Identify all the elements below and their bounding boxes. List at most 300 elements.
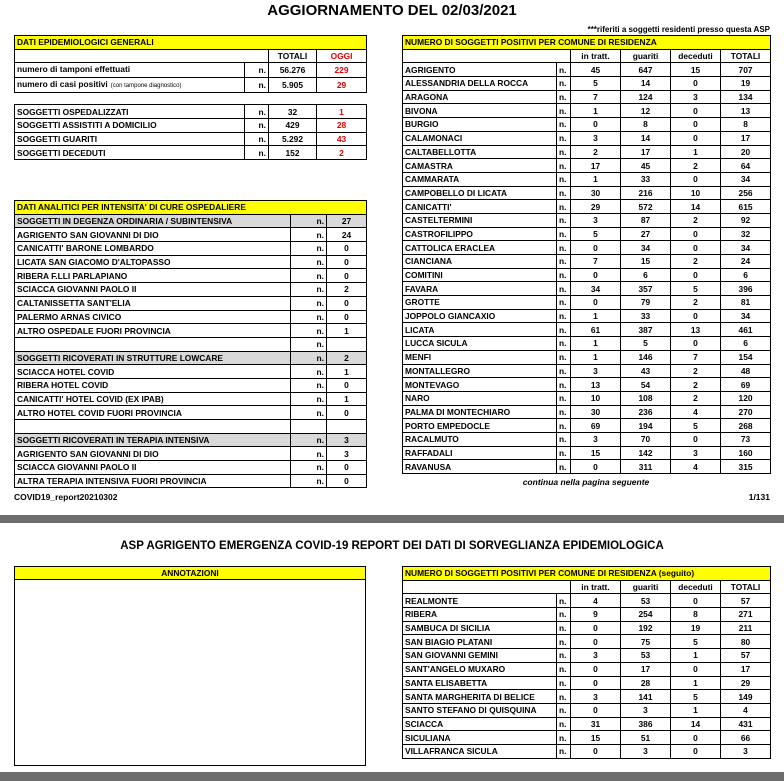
- comune-value: 236: [621, 405, 671, 419]
- facility-value: 27: [327, 214, 367, 228]
- comune-value: 124: [621, 90, 671, 104]
- comune-value: 0: [571, 296, 621, 310]
- comune-value: 8: [721, 118, 771, 132]
- comune-value: 3: [571, 213, 621, 227]
- comune-row: [403, 460, 771, 474]
- comune-name: CALAMONACI: [403, 131, 557, 145]
- comune-value: 134: [721, 90, 771, 104]
- comune-value: 0: [571, 268, 621, 282]
- comune-value: 12: [621, 104, 671, 118]
- comune-value: 0: [571, 662, 621, 676]
- comune-value: 647: [621, 63, 671, 77]
- comune-value: 24: [721, 255, 771, 269]
- comune-value: 160: [721, 446, 771, 460]
- comune-value: 17: [621, 145, 671, 159]
- facility-label: AGRIGENTO SAN GIOVANNI DI DIO: [15, 228, 291, 242]
- comune-value: 17: [571, 159, 621, 173]
- facility-label: SOGGETTI IN DEGENZA ORDINARIA / SUBINTENSIVA: [15, 214, 291, 228]
- comune-value: 2: [571, 145, 621, 159]
- comuni-col-row: [403, 580, 771, 594]
- general-row: [15, 132, 367, 146]
- comune-name: SCIACCA: [403, 717, 557, 731]
- comune-row: [403, 690, 771, 704]
- facility-label: ALTRA TERAPIA INTENSIVA FUORI PROVINCIA: [15, 474, 291, 488]
- report-title: AGGIORNAMENTO DEL 02/03/2021: [267, 2, 517, 19]
- n-marker: n.: [557, 104, 571, 118]
- n-marker: n.: [557, 662, 571, 676]
- facility-label: PALERMO ARNAS CIVICO: [15, 310, 291, 324]
- comune-value: 69: [571, 419, 621, 433]
- n-marker: n.: [291, 324, 327, 338]
- comuni-header-row: [403, 36, 771, 50]
- comune-value: 15: [571, 731, 621, 745]
- n-marker: [291, 420, 327, 434]
- comune-value: 27: [621, 227, 671, 241]
- n-marker: n.: [557, 255, 571, 269]
- gap-cell: [15, 93, 367, 105]
- n-marker: n.: [245, 63, 269, 78]
- comune-value: 0: [671, 744, 721, 758]
- comune-value: 81: [721, 296, 771, 310]
- n-marker: n.: [557, 635, 571, 649]
- comuni-header: NUMERO DI SOGGETTI POSITIVI PER COMUNE DI RESIDENZA (seguito): [403, 567, 771, 581]
- n-marker: n.: [291, 406, 327, 420]
- comune-row: [403, 731, 771, 745]
- comune-name: MONTALLEGRO: [403, 364, 557, 378]
- n-marker: n.: [245, 105, 269, 119]
- label-text: numero di casi positivi: [17, 79, 108, 90]
- page2-title: ASP AGRIGENTO EMERGENZA COVID-19 REPORT DEI DATI DI SORVEGLIANZA EPIDEMIOLOGICA: [120, 540, 664, 552]
- n-marker: n.: [557, 227, 571, 241]
- comune-value: 69: [721, 378, 771, 392]
- n-marker: n.: [557, 90, 571, 104]
- n-marker: n.: [557, 432, 571, 446]
- n-marker: n.: [557, 309, 571, 323]
- analytic-row: [15, 269, 367, 283]
- comune-value: 54: [621, 378, 671, 392]
- comune-value: 15: [671, 63, 721, 77]
- general-label: [15, 63, 245, 78]
- comune-value: 92: [721, 213, 771, 227]
- n-marker: n.: [557, 744, 571, 758]
- comune-name: CIANCIANA: [403, 255, 557, 269]
- facility-value: 0: [327, 406, 367, 420]
- comune-name: PORTO EMPEDOCLE: [403, 419, 557, 433]
- total-value: 429: [269, 119, 317, 133]
- general-header: DATI EPIDEMIOLOGICI GENERALI: [15, 36, 367, 50]
- general-row: [15, 63, 367, 78]
- general-label: SOGGETTI GUARITI: [15, 132, 245, 146]
- comune-name: CASTELTERMINI: [403, 213, 557, 227]
- analytic-row: [15, 447, 367, 461]
- comune-name: GROTTE: [403, 296, 557, 310]
- comune-row: [403, 594, 771, 608]
- today-value: 2: [317, 146, 367, 160]
- analytic-row: [15, 420, 367, 434]
- comune-value: 0: [671, 118, 721, 132]
- facility-label: SCIACCA HOTEL COVID: [15, 365, 291, 379]
- analytic-header-row: [15, 201, 367, 215]
- comune-value: 3: [671, 90, 721, 104]
- comune-value: 0: [571, 460, 621, 474]
- analytic-row: [15, 324, 367, 338]
- n-marker: n.: [291, 461, 327, 475]
- comune-name: SANTA MARGHERITA DI BELICE: [403, 690, 557, 704]
- comune-value: 8: [671, 608, 721, 622]
- comune-value: 8: [621, 118, 671, 132]
- comune-value: 4: [721, 703, 771, 717]
- comune-value: 216: [621, 186, 671, 200]
- comune-value: 14: [671, 200, 721, 214]
- comune-value: 146: [621, 350, 671, 364]
- comune-row: [403, 432, 771, 446]
- n-marker: n.: [291, 392, 327, 406]
- hospital-care-table: [14, 200, 367, 488]
- comune-value: 17: [721, 131, 771, 145]
- general-row: [15, 105, 367, 119]
- comune-value: 7: [571, 255, 621, 269]
- comune-value: 87: [621, 213, 671, 227]
- comune-value: 2: [671, 296, 721, 310]
- comune-value: 108: [621, 391, 671, 405]
- facility-label: SCIACCA GIOVANNI PAOLO II: [15, 461, 291, 475]
- comune-row: [403, 364, 771, 378]
- comune-row: [403, 200, 771, 214]
- comune-value: 142: [621, 446, 671, 460]
- comune-value: 2: [671, 159, 721, 173]
- comune-value: 396: [721, 282, 771, 296]
- comune-value: 707: [721, 63, 771, 77]
- comune-name: NARO: [403, 391, 557, 405]
- n-marker: n.: [557, 296, 571, 310]
- comune-row: [403, 717, 771, 731]
- comune-value: 461: [721, 323, 771, 337]
- n-marker: n.: [557, 608, 571, 622]
- n-marker: n.: [291, 433, 327, 447]
- comune-row: [403, 446, 771, 460]
- facility-value: 0: [327, 255, 367, 269]
- comune-value: 14: [621, 131, 671, 145]
- facility-label: AGRIGENTO SAN GIOVANNI DI DIO: [15, 447, 291, 461]
- analytic-row: [15, 296, 367, 310]
- comune-value: 43: [621, 364, 671, 378]
- comuni-col-row: [403, 49, 771, 63]
- comune-value: 1: [571, 104, 621, 118]
- comune-row: [403, 268, 771, 282]
- analytic-row: [15, 242, 367, 256]
- page-separator: [0, 515, 784, 523]
- analytic-row: [15, 337, 367, 351]
- comune-name: LICATA: [403, 323, 557, 337]
- n-marker: n.: [557, 621, 571, 635]
- comune-value: 13: [671, 323, 721, 337]
- comune-name: CATTOLICA ERACLEA: [403, 241, 557, 255]
- comune-value: 33: [621, 172, 671, 186]
- comune-row: [403, 350, 771, 364]
- comune-name: CASTROFILIPPO: [403, 227, 557, 241]
- comune-value: 271: [721, 608, 771, 622]
- n-marker: n.: [557, 405, 571, 419]
- blank-cell: [403, 580, 571, 594]
- facility-value: 3: [327, 433, 367, 447]
- comune-value: 0: [571, 703, 621, 717]
- analytic-row: [15, 378, 367, 392]
- blank-cell: [15, 49, 269, 63]
- comune-value: 5: [671, 635, 721, 649]
- comune-name: RAFFADALI: [403, 446, 557, 460]
- comune-value: 1: [671, 676, 721, 690]
- facility-value: 0: [327, 378, 367, 392]
- facility-value: 2: [327, 351, 367, 365]
- n-marker: n.: [557, 649, 571, 663]
- comune-value: 254: [621, 608, 671, 622]
- comune-value: 387: [621, 323, 671, 337]
- comune-value: 5: [671, 419, 721, 433]
- comune-value: 5: [621, 337, 671, 351]
- comune-value: 0: [671, 172, 721, 186]
- facility-value: [327, 420, 367, 434]
- analytic-row: [15, 392, 367, 406]
- col-3: TOTALI: [721, 580, 771, 594]
- today-value: 29: [317, 78, 367, 93]
- comune-value: 0: [671, 309, 721, 323]
- comune-value: 120: [721, 391, 771, 405]
- comune-value: 6: [721, 268, 771, 282]
- facility-value: 0: [327, 310, 367, 324]
- comune-value: 154: [721, 350, 771, 364]
- comune-value: 0: [571, 621, 621, 635]
- n-marker: n.: [245, 119, 269, 133]
- comune-row: [403, 323, 771, 337]
- comune-value: 0: [671, 104, 721, 118]
- comune-value: 57: [721, 649, 771, 663]
- comune-value: 3: [671, 446, 721, 460]
- total-value: 5.905: [269, 78, 317, 93]
- n-marker: n.: [557, 391, 571, 405]
- comune-name: CALTABELLOTTA: [403, 145, 557, 159]
- comune-name: RAVANUSA: [403, 460, 557, 474]
- comune-row: [403, 104, 771, 118]
- comune-name: CAMASTRA: [403, 159, 557, 173]
- comune-value: 386: [621, 717, 671, 731]
- comune-value: 13: [721, 104, 771, 118]
- comune-name: BURGIO: [403, 118, 557, 132]
- comune-value: 6: [721, 337, 771, 351]
- comune-value: 0: [671, 594, 721, 608]
- general-label: SOGGETTI DECEDUTI: [15, 146, 245, 160]
- comune-value: 615: [721, 200, 771, 214]
- comune-row: [403, 635, 771, 649]
- analytic-row: [15, 365, 367, 379]
- comune-value: 0: [671, 662, 721, 676]
- general-data-table: [14, 35, 367, 160]
- comuni-table-continued: [402, 566, 771, 759]
- n-marker: n.: [245, 78, 269, 93]
- comune-value: 53: [621, 649, 671, 663]
- col-2: deceduti: [671, 49, 721, 63]
- comune-name: BIVONA: [403, 104, 557, 118]
- comune-value: 17: [721, 662, 771, 676]
- n-marker: n.: [557, 731, 571, 745]
- comune-name: COMITINI: [403, 268, 557, 282]
- n-marker: n.: [557, 131, 571, 145]
- n-marker: n.: [291, 214, 327, 228]
- col-totali: TOTALI: [269, 49, 317, 63]
- comune-value: 13: [571, 378, 621, 392]
- facility-value: 0: [327, 269, 367, 283]
- n-marker: n.: [291, 283, 327, 297]
- comune-value: 572: [621, 200, 671, 214]
- comune-name: SAMBUCA DI SICILIA: [403, 621, 557, 635]
- page-separator-bottom: [0, 772, 784, 781]
- comune-value: 32: [721, 227, 771, 241]
- comune-row: [403, 662, 771, 676]
- comune-row: [403, 296, 771, 310]
- comune-name: RIBERA: [403, 608, 557, 622]
- analytic-row: [15, 433, 367, 447]
- comune-value: 14: [671, 717, 721, 731]
- annotations-header: ANNOTAZIONI: [15, 567, 365, 580]
- comune-row: [403, 172, 771, 186]
- comune-name: ALESSANDRIA DELLA ROCCA: [403, 77, 557, 91]
- comune-value: 3: [571, 432, 621, 446]
- comune-row: [403, 255, 771, 269]
- n-marker: n.: [557, 717, 571, 731]
- total-value: 56.276: [269, 63, 317, 78]
- comune-value: 3: [571, 690, 621, 704]
- analytic-header: DATI ANALITICI PER INTENSITA' DI CURE OSPEDALIERE: [15, 201, 367, 215]
- facility-value: 0: [327, 474, 367, 488]
- comune-value: 141: [621, 690, 671, 704]
- facility-value: 0: [327, 461, 367, 475]
- n-marker: n.: [557, 446, 571, 460]
- comune-value: 2: [671, 391, 721, 405]
- n-marker: n.: [291, 242, 327, 256]
- comune-row: [403, 227, 771, 241]
- comune-value: 30: [571, 186, 621, 200]
- comune-name: LUCCA SICULA: [403, 337, 557, 351]
- facility-label: RIBERA HOTEL COVID: [15, 378, 291, 392]
- n-marker: n.: [245, 146, 269, 160]
- comune-value: 1: [571, 350, 621, 364]
- comune-value: 1: [571, 309, 621, 323]
- facility-value: 3: [327, 447, 367, 461]
- n-marker: n.: [291, 378, 327, 392]
- general-label: SOGGETTI OSPEDALIZZATI: [15, 105, 245, 119]
- comune-value: 3: [721, 744, 771, 758]
- n-marker: n.: [291, 310, 327, 324]
- comune-value: 28: [621, 676, 671, 690]
- col-2: deceduti: [671, 580, 721, 594]
- comune-value: 45: [571, 63, 621, 77]
- facility-label: CALTANISSETTA SANT'ELIA: [15, 296, 291, 310]
- facility-label: [15, 420, 291, 434]
- comune-value: 4: [671, 405, 721, 419]
- blank-cell: [403, 49, 571, 63]
- comune-value: 0: [671, 432, 721, 446]
- comuni-header: NUMERO DI SOGGETTI POSITIVI PER COMUNE DI RESIDENZA: [403, 36, 771, 50]
- facility-value: 2: [327, 283, 367, 297]
- n-marker: n.: [557, 594, 571, 608]
- general-row: [15, 78, 367, 93]
- comune-value: 0: [571, 635, 621, 649]
- n-marker: n.: [557, 77, 571, 91]
- facility-label: [15, 337, 291, 351]
- facility-label: SOGGETTI RICOVERATI IN TERAPIA INTENSIVA: [15, 433, 291, 447]
- n-marker: n.: [291, 447, 327, 461]
- comune-value: 14: [621, 77, 671, 91]
- n-marker: n.: [557, 460, 571, 474]
- comune-value: 2: [671, 255, 721, 269]
- analytic-row: [15, 406, 367, 420]
- n-marker: n.: [557, 200, 571, 214]
- n-marker: n.: [557, 323, 571, 337]
- comune-row: [403, 63, 771, 77]
- col-1: guariti: [621, 49, 671, 63]
- facility-value: [327, 337, 367, 351]
- comune-name: SANTA ELISABETTA: [403, 676, 557, 690]
- comune-row: [403, 159, 771, 173]
- n-marker: n.: [557, 172, 571, 186]
- today-value: 28: [317, 119, 367, 133]
- comune-value: 34: [571, 282, 621, 296]
- total-value: 5.292: [269, 132, 317, 146]
- comune-value: 194: [621, 419, 671, 433]
- n-marker: n.: [557, 690, 571, 704]
- facility-value: 0: [327, 242, 367, 256]
- comune-value: 7: [671, 350, 721, 364]
- comune-value: 3: [571, 131, 621, 145]
- total-value: 152: [269, 146, 317, 160]
- comune-value: 192: [621, 621, 671, 635]
- comune-name: FAVARA: [403, 282, 557, 296]
- label-note: (con tampone diagnostico): [110, 83, 182, 90]
- today-value: 229: [317, 63, 367, 78]
- comune-value: 17: [621, 662, 671, 676]
- comune-value: 9: [571, 608, 621, 622]
- n-marker: n.: [557, 378, 571, 392]
- analytic-row: [15, 351, 367, 365]
- comune-value: 2: [671, 364, 721, 378]
- facility-value: 1: [327, 392, 367, 406]
- comune-name: PALMA DI MONTECHIARO: [403, 405, 557, 419]
- n-marker: n.: [291, 228, 327, 242]
- facility-label: SCIACCA GIOVANNI PAOLO II: [15, 283, 291, 297]
- comune-name: CANICATTI': [403, 200, 557, 214]
- analytic-row: [15, 474, 367, 488]
- comune-row: [403, 213, 771, 227]
- facility-value: 1: [327, 365, 367, 379]
- today-value: 43: [317, 132, 367, 146]
- comune-name: SICULIANA: [403, 731, 557, 745]
- residents-note: ***riferiti a soggetti residenti presso questa ASP: [587, 25, 770, 34]
- comune-name: ARAGONA: [403, 90, 557, 104]
- col-0: in tratt.: [571, 580, 621, 594]
- comune-value: 45: [621, 159, 671, 173]
- facility-label: CANICATTI' BARONE LOMBARDO: [15, 242, 291, 256]
- comune-value: 75: [621, 635, 671, 649]
- comune-value: 431: [721, 717, 771, 731]
- comune-value: 2: [671, 378, 721, 392]
- comune-name: SANT'ANGELO MUXARO: [403, 662, 557, 676]
- comune-value: 51: [621, 731, 671, 745]
- general-row: [15, 119, 367, 133]
- facility-label: CANICATTI' HOTEL COVID (EX IPAB): [15, 392, 291, 406]
- comune-row: [403, 77, 771, 91]
- comune-value: 34: [721, 241, 771, 255]
- comune-value: 57: [721, 594, 771, 608]
- comuni-header-row: [403, 567, 771, 581]
